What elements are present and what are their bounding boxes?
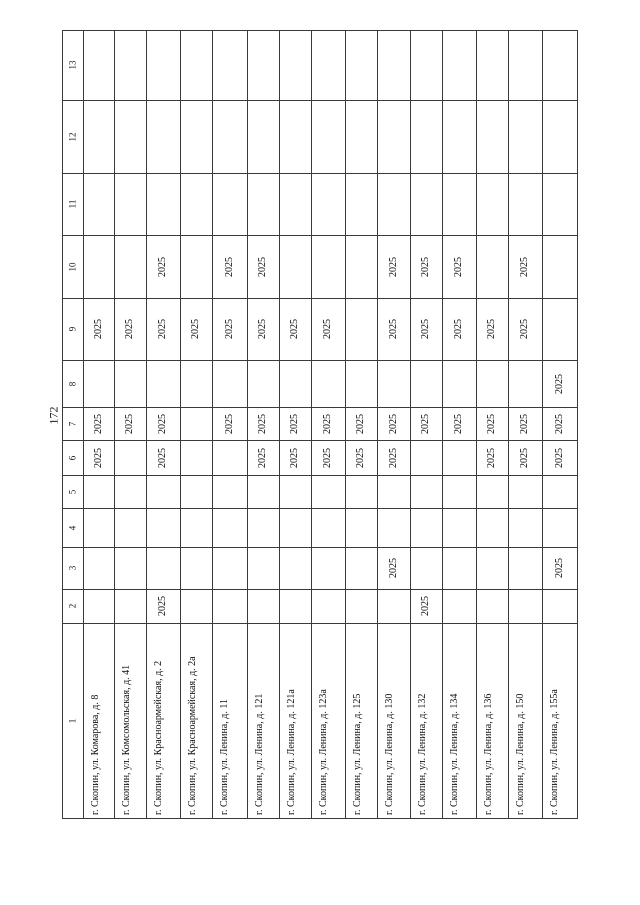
year-cell (410, 235, 442, 298)
year-cell (476, 173, 508, 235)
rotated-table (62, 30, 578, 819)
year-cell (146, 589, 180, 623)
year-cell (180, 508, 212, 547)
year-cell (476, 235, 508, 298)
year-cell-text: 2025 (223, 319, 235, 339)
year-cell (180, 235, 212, 298)
year-cell (279, 440, 311, 475)
year-cell (83, 407, 114, 440)
year-cell (410, 440, 442, 475)
year-cell (410, 30, 442, 100)
year-cell (311, 235, 345, 298)
year-cell (83, 235, 114, 298)
year-cell (410, 547, 442, 589)
year-cell-text: 2025 (387, 447, 399, 468)
year-cell-text: 2025 (519, 447, 530, 468)
year-cell (311, 589, 345, 623)
year-cell (377, 508, 410, 547)
year-cell (83, 589, 114, 623)
year-cell (83, 440, 114, 475)
year-cell (83, 508, 114, 547)
year-cell (146, 547, 180, 589)
year-cell (279, 589, 311, 623)
year-cell (542, 30, 578, 100)
year-cell (345, 173, 377, 235)
column-header (62, 589, 83, 623)
year-cell (212, 100, 247, 173)
year-cell (114, 508, 146, 547)
year-cell-text: 2025 (92, 447, 104, 468)
year-cell (476, 547, 508, 589)
column-header-text: 11 (67, 199, 78, 209)
year-cell-text: 2025 (355, 413, 366, 434)
page-number (44, 395, 64, 435)
year-cell-text: 2025 (92, 413, 104, 434)
address-text: г. Скопин, ул. Красноармейская, д. 2а (187, 656, 198, 815)
year-cell-text: 2025 (289, 447, 300, 468)
address-text: г. Скопин, ул. Ленина, д. 136 (483, 693, 494, 815)
year-cell (442, 475, 476, 508)
year-cell (114, 475, 146, 508)
year-cell (114, 235, 146, 298)
year-cell (442, 547, 476, 589)
year-cell (476, 508, 508, 547)
column-header (62, 298, 83, 360)
year-cell (377, 360, 410, 407)
year-cell (476, 440, 508, 475)
year-cell (508, 508, 542, 547)
year-cell-text: 2025 (554, 373, 565, 394)
year-cell (476, 298, 508, 360)
year-cell (442, 407, 476, 440)
year-cell (212, 475, 247, 508)
year-cell-text: 2025 (289, 319, 300, 339)
year-cell (311, 547, 345, 589)
year-cell-text: 2025 (519, 413, 530, 434)
address-text: г. Скопин, ул. Комсомольская, д. 41 (121, 664, 132, 815)
year-cell (410, 173, 442, 235)
year-cell (279, 360, 311, 407)
year-cell (311, 100, 345, 173)
address-cell (508, 623, 542, 819)
year-cell-text: 2025 (486, 413, 497, 434)
year-cell (247, 30, 279, 100)
address-text: г. Скопин, ул. Ленина, д. 130 (384, 693, 395, 815)
year-cell (508, 100, 542, 173)
year-cell (83, 100, 114, 173)
year-cell (442, 235, 476, 298)
year-cell (542, 235, 578, 298)
year-cell (476, 589, 508, 623)
year-cell (311, 173, 345, 235)
year-cell (279, 173, 311, 235)
year-cell (377, 475, 410, 508)
column-header-text: 12 (67, 132, 78, 141)
year-cell (212, 440, 247, 475)
year-cell (146, 173, 180, 235)
year-cell (114, 440, 146, 475)
year-cell (279, 298, 311, 360)
year-cell (476, 475, 508, 508)
year-cell-text: 2025 (387, 413, 399, 434)
year-cell (377, 589, 410, 623)
year-cell (114, 173, 146, 235)
year-cell-text: 2025 (420, 256, 431, 277)
address-text: г. Скопин, ул. Ленина, д. 150 (515, 693, 526, 815)
year-cell-text: 2025 (223, 256, 235, 277)
year-cell (508, 235, 542, 298)
year-cell-text: 2025 (157, 256, 168, 277)
page-number-text: 172 (46, 406, 61, 424)
year-cell (345, 508, 377, 547)
year-cell (311, 475, 345, 508)
year-cell (442, 173, 476, 235)
year-cell-text: 2025 (554, 447, 565, 468)
year-cell-text: 2025 (157, 319, 168, 339)
year-cell (508, 360, 542, 407)
year-cell (345, 440, 377, 475)
address-text: г. Скопин, ул. Красноармейская, д. 2 (153, 660, 164, 815)
year-cell (410, 589, 442, 623)
year-cell (279, 100, 311, 173)
year-cell (476, 30, 508, 100)
year-cell (212, 407, 247, 440)
year-cell (247, 589, 279, 623)
year-cell (508, 589, 542, 623)
year-cell-text: 2025 (157, 413, 168, 434)
year-cell-text: 2025 (257, 447, 268, 468)
year-cell (279, 475, 311, 508)
year-cell (212, 547, 247, 589)
year-cell (279, 30, 311, 100)
year-cell-text: 2025 (157, 596, 168, 616)
year-cell (377, 440, 410, 475)
year-cell (476, 100, 508, 173)
year-cell-text: 2025 (257, 256, 268, 277)
year-cell-text: 2025 (420, 596, 431, 616)
year-cell (279, 547, 311, 589)
year-cell (146, 30, 180, 100)
year-cell (247, 440, 279, 475)
year-cell (377, 100, 410, 173)
year-cell (542, 407, 578, 440)
address-cell (279, 623, 311, 819)
year-cell (146, 360, 180, 407)
column-header-text: 5 (67, 489, 78, 494)
year-cell (311, 440, 345, 475)
address-text: г. Скопин, ул. Ленина, д. 134 (449, 693, 460, 815)
year-cell (410, 508, 442, 547)
column-header (62, 235, 83, 298)
year-cell (410, 100, 442, 173)
year-cell (476, 407, 508, 440)
year-cell (212, 589, 247, 623)
column-header-text: 7 (67, 421, 78, 426)
column-header-text: 13 (67, 60, 78, 70)
year-cell (83, 360, 114, 407)
year-cell (83, 475, 114, 508)
year-cell-text: 2025 (554, 413, 565, 434)
year-cell (508, 440, 542, 475)
year-cell (542, 360, 578, 407)
column-header-text: 4 (67, 525, 78, 530)
year-cell (508, 298, 542, 360)
year-cell-text: 2025 (92, 319, 104, 339)
year-cell (114, 30, 146, 100)
year-cell (508, 547, 542, 589)
year-cell-text: 2025 (157, 447, 168, 468)
year-cell (377, 30, 410, 100)
column-header (62, 623, 83, 819)
address-text: г. Скопин, ул. Ленина, д. 125 (352, 693, 363, 815)
year-cell (212, 173, 247, 235)
year-cell (311, 360, 345, 407)
year-cell (442, 508, 476, 547)
column-header (62, 407, 83, 440)
year-cell (542, 440, 578, 475)
year-cell (542, 508, 578, 547)
year-cell (410, 475, 442, 508)
column-header (62, 100, 83, 173)
year-cell (83, 30, 114, 100)
year-cell (377, 235, 410, 298)
year-cell (180, 173, 212, 235)
year-cell (345, 475, 377, 508)
column-header (62, 475, 83, 508)
year-cell (410, 407, 442, 440)
address-text: г. Скопин, ул. Ленина, д. 123а (318, 689, 329, 815)
year-cell-text: 2025 (322, 319, 333, 339)
year-cell (279, 508, 311, 547)
column-header-text: 8 (67, 381, 78, 386)
year-cell (146, 407, 180, 440)
year-cell (83, 173, 114, 235)
year-cell-text: 2025 (420, 319, 431, 339)
year-cell (345, 547, 377, 589)
year-cell (212, 360, 247, 407)
year-cell (180, 360, 212, 407)
address-cell (311, 623, 345, 819)
address-cell (442, 623, 476, 819)
year-cell (114, 407, 146, 440)
year-cell (83, 547, 114, 589)
year-cell (247, 298, 279, 360)
year-cell (247, 100, 279, 173)
address-cell (247, 623, 279, 819)
year-cell-text: 2025 (190, 319, 201, 339)
year-cell (180, 30, 212, 100)
year-cell (345, 298, 377, 360)
year-cell (146, 235, 180, 298)
year-cell (542, 173, 578, 235)
year-cell (377, 547, 410, 589)
year-cell-text: 2025 (387, 558, 399, 578)
year-cell-text: 2025 (519, 256, 530, 277)
year-cell-text: 2025 (387, 256, 399, 277)
address-cell (83, 623, 114, 819)
year-cell (247, 547, 279, 589)
year-cell (146, 100, 180, 173)
year-cell (180, 440, 212, 475)
year-cell (442, 589, 476, 623)
year-cell (476, 360, 508, 407)
year-cell (442, 440, 476, 475)
year-cell (279, 235, 311, 298)
year-cell (247, 173, 279, 235)
year-cell-text: 2025 (322, 447, 333, 468)
year-cell (311, 30, 345, 100)
year-cell (542, 589, 578, 623)
year-cell (180, 547, 212, 589)
address-cell (377, 623, 410, 819)
year-cell (542, 475, 578, 508)
column-header (62, 547, 83, 589)
year-cell (410, 360, 442, 407)
address-cell (476, 623, 508, 819)
year-cell (247, 407, 279, 440)
year-cell (247, 508, 279, 547)
year-cell-text: 2025 (124, 413, 135, 434)
year-cell (212, 298, 247, 360)
year-cell (279, 407, 311, 440)
address-cell (410, 623, 442, 819)
column-header (62, 173, 83, 235)
address-cell (146, 623, 180, 819)
year-cell (442, 30, 476, 100)
year-cell-text: 2025 (289, 413, 300, 434)
year-cell (442, 100, 476, 173)
year-cell (345, 100, 377, 173)
address-text: г. Скопин, ул. Комарова, д. 8 (90, 694, 101, 815)
year-cell-text: 2025 (257, 413, 268, 434)
address-cell (542, 623, 578, 819)
year-cell (542, 100, 578, 173)
year-cell-text: 2025 (223, 413, 235, 434)
column-header-text: 9 (67, 326, 78, 332)
year-cell (377, 407, 410, 440)
year-cell-text: 2025 (124, 319, 135, 339)
address-cell (114, 623, 146, 819)
column-header-text: 2 (67, 603, 78, 609)
year-cell (377, 173, 410, 235)
year-cell (508, 30, 542, 100)
year-cell (442, 360, 476, 407)
year-cell (146, 440, 180, 475)
address-text: г. Скопин, ул. Ленина, д. 132 (417, 693, 428, 815)
column-header (62, 440, 83, 475)
year-cell (410, 298, 442, 360)
year-cell (542, 547, 578, 589)
year-cell (247, 235, 279, 298)
year-cell-text: 2025 (554, 558, 565, 578)
year-cell (508, 475, 542, 508)
year-cell (311, 508, 345, 547)
year-cell-text: 2025 (257, 319, 268, 339)
column-header (62, 30, 83, 100)
year-cell-text: 2025 (486, 319, 497, 339)
year-cell (345, 30, 377, 100)
year-cell (146, 475, 180, 508)
year-cell (114, 298, 146, 360)
year-cell (508, 173, 542, 235)
year-cell (311, 298, 345, 360)
year-cell-text: 2025 (453, 319, 464, 339)
address-cell (212, 623, 247, 819)
year-cell-text: 2025 (322, 413, 333, 434)
year-cell (146, 508, 180, 547)
year-cell-text: 2025 (453, 413, 464, 434)
year-cell (212, 508, 247, 547)
address-text: г. Скопин, ул. Ленина, д. 11 (219, 699, 230, 815)
year-cell (180, 100, 212, 173)
year-cell (377, 298, 410, 360)
year-cell (83, 298, 114, 360)
year-cell (345, 360, 377, 407)
year-cell (345, 407, 377, 440)
year-cell (114, 547, 146, 589)
column-header-text: 1 (67, 718, 78, 724)
year-cell (311, 407, 345, 440)
column-header-text: 10 (67, 262, 78, 271)
column-header (62, 508, 83, 547)
year-cell (212, 235, 247, 298)
address-cell (345, 623, 377, 819)
column-header (62, 360, 83, 407)
year-cell-text: 2025 (519, 319, 530, 339)
year-cell-text: 2025 (420, 413, 431, 434)
address-text: г. Скопин, ул. Ленина, д. 121 (254, 693, 265, 815)
year-cell (114, 589, 146, 623)
year-cell (247, 360, 279, 407)
year-cell (146, 298, 180, 360)
address-text: г. Скопин, ул. Ленина, д. 155а (549, 689, 560, 815)
year-cell-text: 2025 (486, 447, 497, 468)
year-cell (212, 30, 247, 100)
year-cell-text: 2025 (387, 319, 399, 339)
year-cell (345, 235, 377, 298)
year-cell (508, 407, 542, 440)
year-cell (247, 475, 279, 508)
year-cell-text: 2025 (355, 447, 366, 468)
year-cell (114, 100, 146, 173)
year-cell (180, 589, 212, 623)
column-header-text: 3 (67, 565, 78, 571)
year-cell (180, 475, 212, 508)
year-cell (180, 298, 212, 360)
year-cell (180, 407, 212, 440)
year-cell (345, 589, 377, 623)
year-cell (542, 298, 578, 360)
address-cell (180, 623, 212, 819)
column-header-text: 6 (67, 455, 78, 460)
year-cell (114, 360, 146, 407)
year-cell-text: 2025 (453, 256, 464, 277)
year-cell (442, 298, 476, 360)
address-text: г. Скопин, ул. Ленина, д. 121а (286, 689, 297, 815)
